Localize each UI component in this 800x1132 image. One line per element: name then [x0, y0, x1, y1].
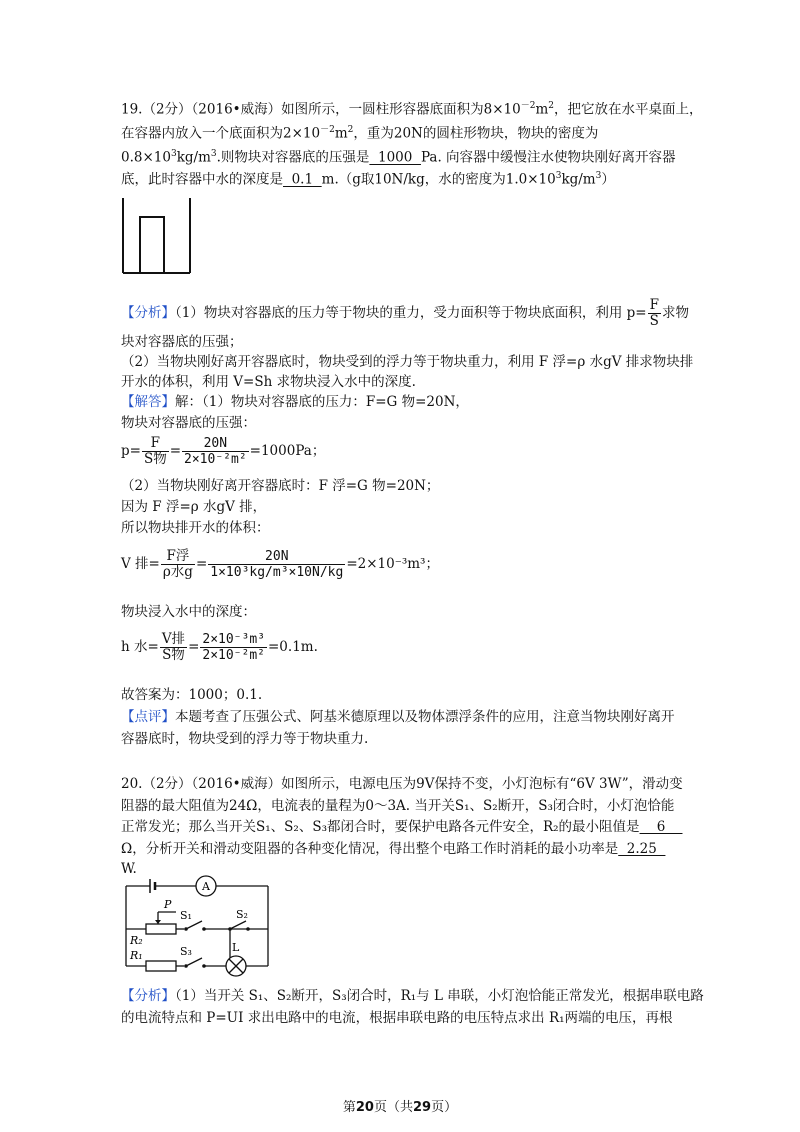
block-shape: [140, 217, 164, 273]
q20-line-2: [121, 797, 674, 815]
exponent: 3: [555, 171, 562, 181]
q20-text: W.: [121, 861, 137, 877]
q19-analysis-line-1: [121, 298, 689, 329]
footer-text: 页（共: [373, 1100, 413, 1115]
q19-solution-line-2: [121, 414, 256, 432]
fraction-denominator: 2×10⁻²m²: [184, 452, 247, 467]
total-pages: 29: [413, 1100, 432, 1115]
switch-s2: [230, 921, 246, 929]
formula-text: p=: [121, 443, 141, 459]
switch-s3: [186, 958, 202, 966]
r1-resistor: [146, 961, 176, 971]
fraction-v-over-s: [160, 632, 187, 663]
solution-tag: 【解答】: [121, 394, 175, 410]
q20-analysis-line-1: [121, 987, 704, 1005]
exponent: 2: [347, 125, 354, 135]
fraction-buoyancy: [161, 549, 195, 580]
q19-solution-line-8: [121, 603, 256, 621]
q19-text: ）: [601, 171, 615, 188]
fraction-numerator: 20N: [182, 436, 249, 452]
fraction-denominator: S物: [162, 647, 185, 663]
analysis-text: 的电流特点和 P=UI 求出电路中的电流，根据串联电路的电压特点求出 R₁两端的电压，再根: [121, 1010, 673, 1026]
q19-line-1: [121, 97, 703, 119]
q19-pressure-formula: [121, 436, 325, 467]
fraction-f-over-s-obj: [142, 436, 169, 467]
q19-solution-line-6: [121, 519, 270, 537]
exponent: －2: [320, 125, 335, 135]
lamp-label: L: [232, 941, 240, 954]
q19-text: 底，此时容器中水的深度是: [121, 171, 283, 188]
solution-text: （2）当物块刚好离开容器底时：F 浮=G 物=20N；: [121, 478, 440, 494]
footer-text: 第: [342, 1100, 356, 1115]
comment-tag: 【点评】: [121, 709, 175, 725]
ammeter-label: A: [202, 880, 210, 893]
fraction-volume-values: [208, 549, 345, 580]
formula-text: =1000Pa；: [249, 443, 326, 459]
analysis-tag: 【分析】: [121, 988, 175, 1004]
exponent: 3: [170, 149, 177, 159]
r2-label: R₂: [130, 934, 143, 947]
solution-text: 故答案为：1000；0.1.: [121, 687, 263, 703]
circuit-diagram: [118, 874, 278, 982]
answer-blank-2: 0.1: [283, 171, 322, 188]
formula-text: V 排=: [121, 556, 160, 572]
q20-line-4: [121, 840, 665, 858]
q20-analysis-line-2: [121, 1009, 673, 1027]
exponent: －2: [520, 101, 536, 111]
unit: m: [334, 125, 348, 142]
solution-text: 解：（1）物块对容器底的压力：F=G 物=20N，: [175, 394, 469, 410]
answer-blank-1: 6: [639, 819, 683, 835]
q19-solution-line-4: [121, 477, 439, 495]
q19-comment-line-2: [121, 730, 368, 748]
page-footer: [0, 1096, 800, 1115]
q19-text: 19.（2分）（2016•威海）如图所示，一圆柱形容器底面积为8×10: [121, 101, 521, 118]
analysis-tag: 【分析】: [121, 305, 175, 321]
q19-analysis-line-2: [121, 333, 243, 351]
q19-text: ，把它放在水平桌面上，: [554, 101, 703, 118]
q19-analysis-line-4: [121, 373, 416, 391]
footer-text: 页）: [431, 1100, 458, 1115]
formula-text: =: [195, 556, 208, 572]
q19-line-2: [121, 121, 598, 143]
q19-line-4: [121, 167, 615, 189]
slider-label: P: [164, 898, 172, 911]
q19-depth-formula: [121, 632, 318, 663]
fraction-numerator: F浮: [161, 549, 195, 565]
q19-text: Pa. 向容器中缓慢注水使物块刚好离开容器: [420, 149, 676, 166]
s2-label: S₂: [236, 908, 248, 921]
answer-blank-1: 1000: [369, 149, 421, 166]
fraction-numerator: V排: [161, 631, 186, 647]
q19-text: 在容器内放入一个底面积为2×10: [121, 125, 321, 142]
analysis-text: 开水的体积，利用 V=Sh 求物块浸入水中的深度.: [121, 374, 416, 390]
q19-solution-line-1: [121, 393, 469, 411]
container-figure: [118, 195, 198, 285]
q20-line-1: [121, 775, 683, 793]
unit: m: [535, 101, 549, 118]
q19-text: 0.8×10: [121, 149, 171, 166]
formula-text: h 水=: [121, 639, 159, 655]
comment-text: 容器底时，物块受到的浮力等于物块重力.: [121, 731, 369, 747]
solution-text: 因为 F 浮=ρ 水gV 排，: [121, 499, 267, 515]
page-number: 20: [355, 1100, 374, 1115]
fraction-numerator: 20N: [208, 549, 345, 565]
r2-resistor: [146, 924, 176, 934]
analysis-text: 块对容器底的压强；: [121, 334, 243, 350]
fraction-f-over-s: [648, 298, 661, 329]
s1-label: S₁: [180, 909, 192, 922]
solution-text: 所以物块排开水的体积：: [121, 520, 270, 536]
exponent: 3: [210, 149, 217, 159]
q19-comment-line-1: [121, 708, 675, 726]
solution-text: 物块对容器底的压强：: [121, 415, 256, 431]
q19-analysis-line-3: [121, 353, 693, 371]
formula-text: =: [169, 443, 182, 459]
fraction-denominator: 1×10³kg/m³×10N/kg: [210, 565, 344, 580]
analysis-text: （2）当物块刚好离开容器底时，物块受到的浮力等于物块重力，利用 F 浮=ρ 水gV 排求物块排: [121, 354, 694, 370]
fraction-numerator: F: [649, 297, 659, 313]
q20-text: 20.（2分）（2016•威海）如图所示，电源电压为9V保持不变，小灯泡标有“6V 3W”，滑动变: [121, 776, 683, 792]
answer-blank-2: 2.25: [618, 841, 666, 857]
q19-text: .则物块对容器底的压强是: [216, 149, 370, 166]
q19-line-3: [121, 145, 676, 167]
analysis-text: （1）当开关 S₁、S₂断开，S₃闭合时，R₁与 L 串联，小灯泡恰能正常发光，根据串联电路: [175, 988, 704, 1004]
analysis-text: 求物: [661, 305, 689, 321]
fraction-denominator: S物: [143, 451, 167, 467]
q20-text: 阻器的最大阻值为24Ω，电流表的量程为0～3A. 当开关S₁、S₂断开，S₃闭合时，小灯泡恰能: [121, 798, 675, 814]
s3-label: S₃: [180, 945, 192, 958]
q19-text: m.（g取10N/kg，水的密度为1.0×10: [321, 171, 556, 188]
formula-text: =: [188, 639, 200, 655]
fraction-pressure-values: [182, 436, 249, 467]
fraction-denominator: S: [649, 313, 659, 329]
solution-text: 物块浸入水中的深度：: [121, 604, 256, 620]
switch-s1: [186, 921, 202, 929]
q20-line-3: [121, 818, 682, 836]
q19-volume-formula: [121, 549, 439, 580]
r1-label: R₁: [130, 949, 143, 962]
fraction-denominator: ρ水g: [162, 564, 193, 580]
unit: kg/m: [176, 149, 211, 166]
analysis-text: （1）物块对容器底的压力等于物块的重力，受力面积等于物块底面积，利用 p=: [175, 305, 647, 321]
exponent: 2: [548, 101, 554, 111]
fraction-numerator: 2×10⁻³m³: [202, 632, 265, 647]
formula-text: =2×10⁻³m³；: [346, 556, 439, 572]
fraction-numerator: F: [142, 436, 169, 452]
q19-final-answer: [121, 686, 262, 704]
formula-text: =0.1m.: [268, 639, 318, 655]
exponent: 3: [595, 171, 602, 181]
q19-solution-line-5: [121, 498, 266, 516]
q20-text: 正常发光；那么当开关S₁、S₂、S₃都闭合时，要保护电路各元件安全，R₂的最小阻值是: [121, 819, 640, 835]
comment-text: 本题考查了压强公式、阿基米德原理以及物体漂浮条件的应用，注意当物块刚好离开: [175, 709, 675, 725]
q20-text: Ω，分析开关和滑动变阻器的各种变化情况，得出整个电路工作时消耗的最小功率是: [121, 841, 619, 857]
q19-text: ，重为20N的圆柱形物块，物块的密度为: [353, 125, 599, 142]
fraction-depth-values: [200, 632, 267, 663]
fraction-denominator: 2×10⁻²m²: [202, 648, 265, 663]
unit: kg/m: [561, 171, 596, 188]
